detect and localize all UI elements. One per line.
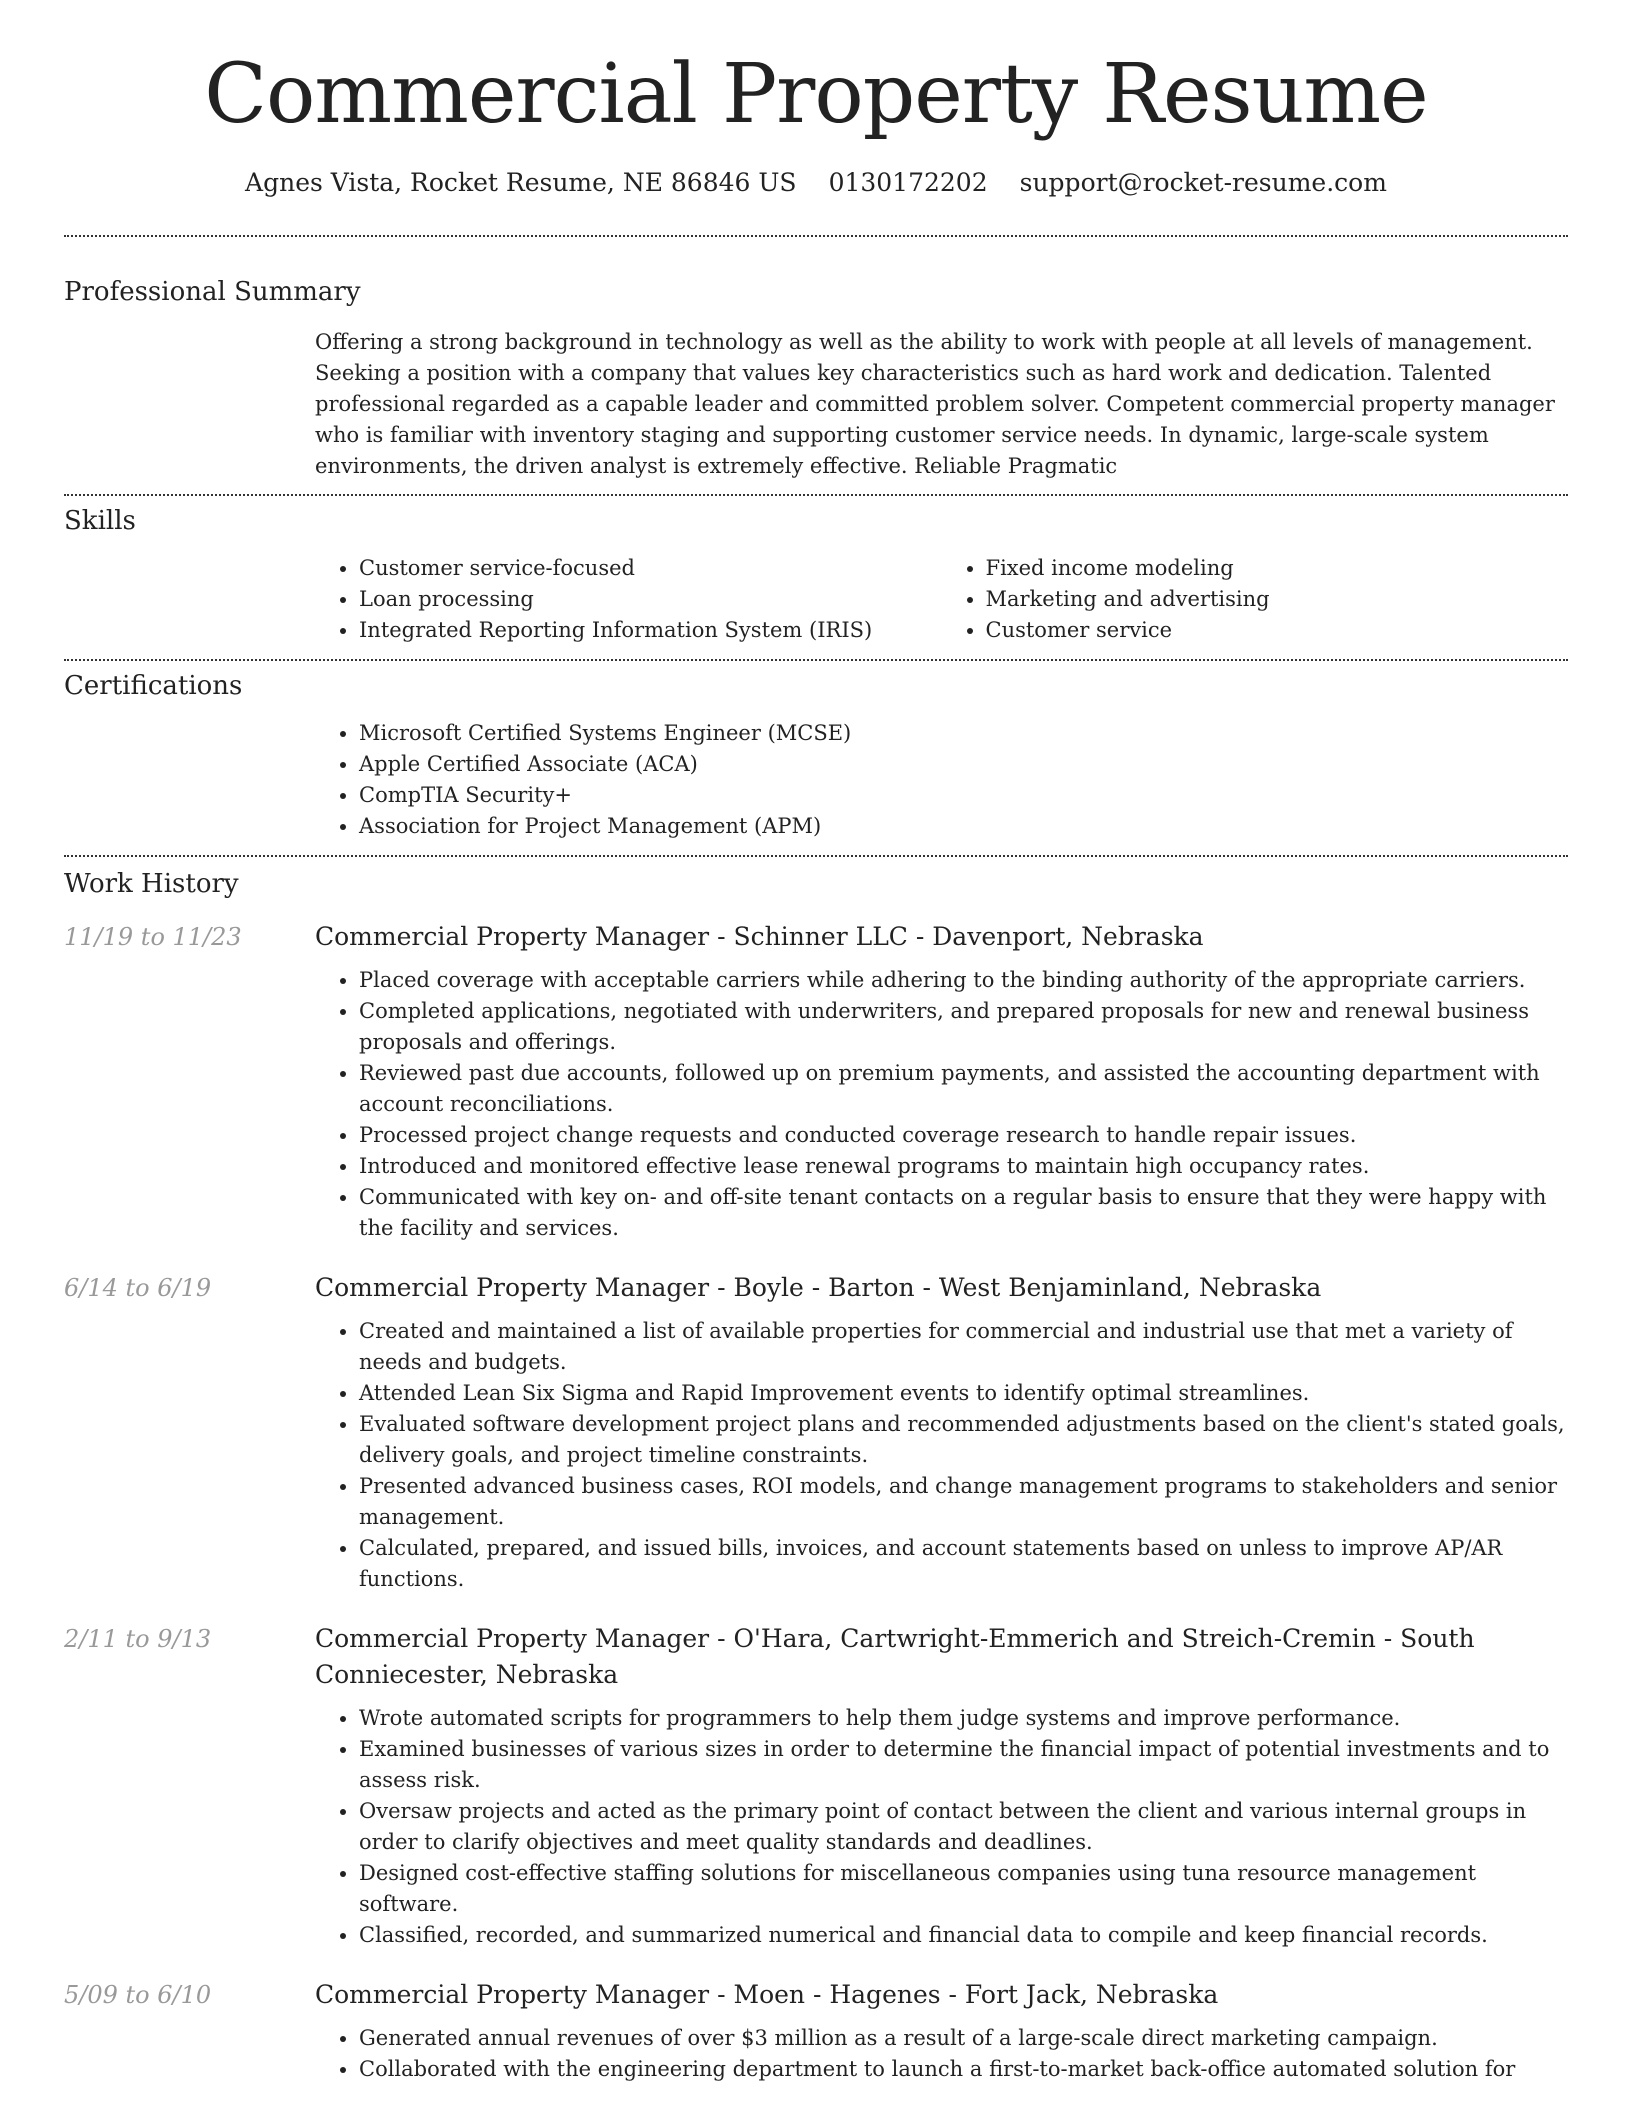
job-dates: 2/11 to 9/13 [64,1625,212,1654]
job-bullets [315,965,1568,1244]
job-bullet: • Collaborated with the engineering department to launch a first-to-market back-office automated solution for [359,2054,1568,2085]
skill-item: • Customer service [986,615,1569,646]
resume-title: Commercial Property Resume [204,47,1428,142]
contact-phone: 0130172202 [828,168,988,198]
job-bullets [315,2023,1568,2085]
job-bullet: • Calculated, prepared, and issued bills, invoices, and account statements based on unless to improve AP/AR functions. [359,1533,1568,1595]
job-bullet: • Placed coverage with acceptable carriers while adhering to the binding authority of the appropriate carriers. [359,965,1568,996]
job-title: Commercial Property Manager - Schinner LLC - Davenport, Nebraska [315,922,1204,952]
job-dates: 6/14 to 6/19 [64,1274,212,1303]
skill-item: • Fixed income modeling [986,553,1569,584]
job-title: Commercial Property Manager - Moen - Hagenes - Fort Jack, Nebraska [315,1980,1219,2010]
job-details [315,1621,1568,1951]
resume-header [64,0,1568,197]
job-details [315,1977,1568,2085]
job-entry [64,1977,1568,2085]
job-bullet: • Reviewed past due accounts, followed up on premium payments, and assisted the accounting department with account reconciliations. [359,1058,1568,1120]
section-heading-summary: Professional Summary [64,277,361,308]
job-title: Commercial Property Manager - O'Hara, Cartwright-Emmerich and Streich-Cremin - South Conniecester, Nebraska [315,1624,1475,1690]
job-bullet: • Completed applications, negotiated with underwriters, and prepared proposals for new and renewal business proposals and offerings. [359,996,1568,1058]
job-bullet: • Created and maintained a list of available properties for commercial and industrial use that met a variety of needs and budgets. [359,1316,1568,1378]
section-heading-skills: Skills [64,506,136,537]
skills-column-1 [315,553,942,646]
job-dates: 5/09 to 6/10 [64,1981,212,2010]
certifications-section [64,671,1568,842]
skills-list [315,553,1568,646]
job-bullet: • Processed project change requests and conducted coverage research to handle repair issues. [359,1120,1568,1151]
job-bullet: • Wrote automated scripts for programmers to help them judge systems and improve performance. [359,1703,1568,1734]
job-bullets [315,1316,1568,1595]
job-bullet: • Communicated with key on- and off-site tenant contacts on a regular basis to ensure that they were happy with the facility and services. [359,1182,1568,1244]
divider [64,855,1568,857]
job-bullet: • Introduced and monitored effective lease renewal programs to maintain high occupancy rates. [359,1151,1568,1182]
job-entry [64,1621,1568,1951]
section-heading-certifications: Certifications [64,671,243,702]
certification-item: • Association for Project Management (APM) [359,811,1568,842]
job-details [315,1270,1568,1595]
job-bullet: • Examined businesses of various sizes in order to determine the financial impact of potential investments and to assess risk. [359,1734,1568,1796]
skill-item: • Marketing and advertising [986,584,1569,615]
job-bullets [315,1703,1568,1951]
work-history-section [64,869,1568,2085]
skills-section [64,506,1568,646]
job-bullet: • Designed cost-effective staffing solutions for miscellaneous companies using tuna resource management software. [359,1858,1568,1920]
certifications-list [315,718,1568,842]
job-bullet: • Attended Lean Six Sigma and Rapid Improvement events to identify optimal streamlines. [359,1378,1568,1409]
skill-item: • Customer service-focused [359,553,942,584]
divider [64,235,1568,237]
contact-line [64,168,1568,197]
resume-page [64,0,1568,2085]
divider [64,494,1568,496]
job-bullet: • Oversaw projects and acted as the primary point of contact between the client and various internal groups in order to clarify objectives and meet quality standards and deadlines. [359,1796,1568,1858]
certification-item: • Microsoft Certified Systems Engineer (MCSE) [359,718,1568,749]
summary-section [64,277,1568,482]
certification-item: • Apple Certified Associate (ACA) [359,749,1568,780]
job-entry [64,1270,1568,1595]
skill-item: • Loan processing [359,584,942,615]
job-bullet: • Presented advanced business cases, ROI models, and change management programs to stakeholders and senior management. [359,1471,1568,1533]
contact-address: Agnes Vista, Rocket Resume, NE 86846 US [245,168,797,198]
section-heading-work-history: Work History [64,869,239,900]
skill-item: • Integrated Reporting Information System (IRIS) [359,615,942,646]
job-bullet: • Classified, recorded, and summarized numerical and financial data to compile and keep financial records. [359,1920,1568,1951]
job-entry [64,919,1568,1244]
job-dates: 11/19 to 11/23 [64,923,242,952]
job-bullet: • Evaluated software development project plans and recommended adjustments based on the client's stated goals, delivery goals, and project timeline constraints. [359,1409,1568,1471]
job-title: Commercial Property Manager - Boyle - Barton - West Benjaminland, Nebraska [315,1273,1322,1303]
job-bullet: • Generated annual revenues of over $3 million as a result of a large-scale direct marketing campaign. [359,2023,1568,2054]
skills-column-2 [942,553,1569,646]
certification-item: • CompTIA Security+ [359,780,1568,811]
contact-email: support@rocket-resume.com [1019,168,1387,198]
summary-text: Offering a strong background in technology as well as the ability to work with people at all levels of management. Seeking a position with a company that values key characteristics such as hard work and dedication. Talented professional regarded as a capable leader and committed problem solver. Competent commercial property manager who is familiar with inventory staging and supporting customer service needs. In dynamic, large-scale system environments, the driven analyst is extremely effective. Reliable Pragmatic [315,330,1555,479]
divider [64,659,1568,661]
job-details [315,919,1568,1244]
